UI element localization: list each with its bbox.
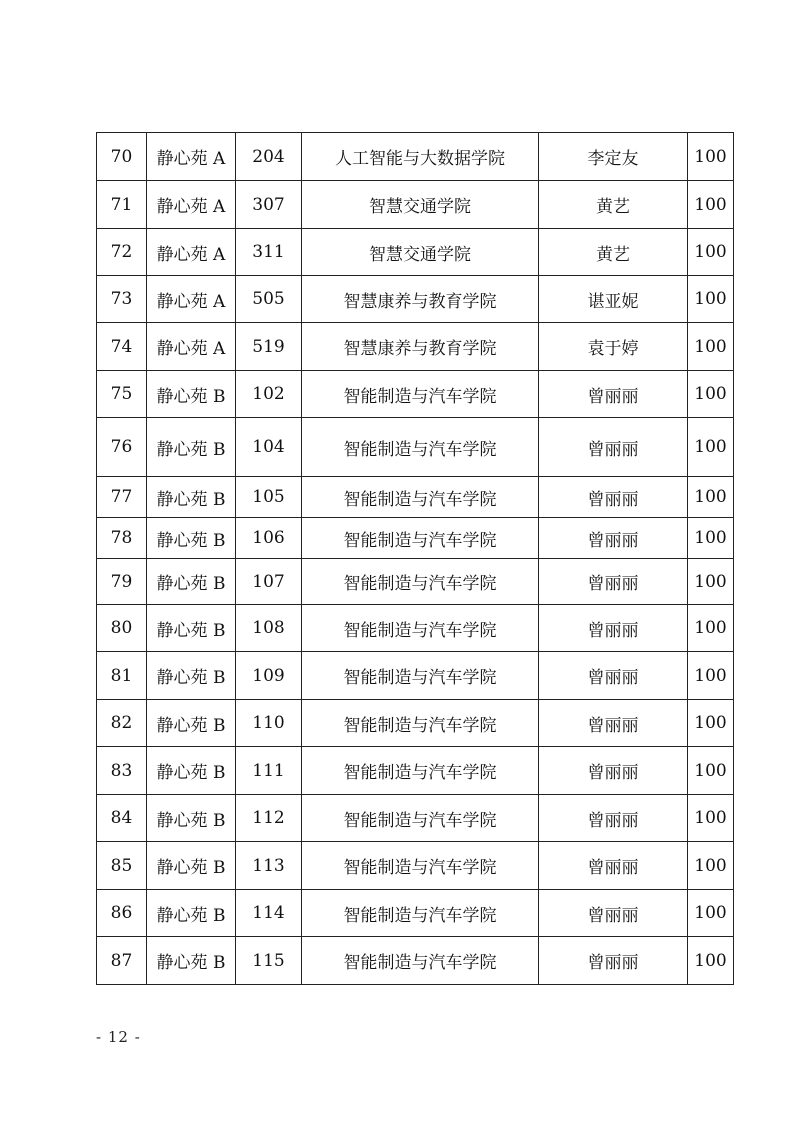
row-number: 80: [97, 605, 147, 652]
college-cell: 智能制造与汽车学院: [302, 795, 539, 842]
name-cell: 曾丽丽: [539, 418, 688, 477]
building-cell: 静心苑 B: [147, 700, 236, 747]
row-number: 71: [97, 181, 147, 229]
row-number: 77: [97, 477, 147, 518]
building-cell: 静心苑 A: [147, 276, 236, 323]
room-cell: 204: [236, 133, 302, 181]
building-cell: 静心苑 B: [147, 418, 236, 477]
building-cell: 静心苑 A: [147, 133, 236, 181]
name-cell: 曾丽丽: [539, 795, 688, 842]
college-cell: 智能制造与汽车学院: [302, 700, 539, 747]
building-cell: 静心苑 B: [147, 518, 236, 559]
college-cell: 人工智能与大数据学院: [302, 133, 539, 181]
table-row: [97, 842, 734, 890]
table-row: [97, 559, 734, 605]
row-number: 83: [97, 747, 147, 795]
row-number: 73: [97, 276, 147, 323]
name-cell: 袁于婷: [539, 323, 688, 371]
score-cell: 100: [688, 700, 734, 747]
name-cell: 谌亚妮: [539, 276, 688, 323]
building-cell: 静心苑 B: [147, 890, 236, 937]
room-cell: 106: [236, 518, 302, 559]
college-cell: 智能制造与汽车学院: [302, 559, 539, 605]
table-row: [97, 605, 734, 652]
score-cell: 100: [688, 652, 734, 700]
room-cell: 115: [236, 937, 302, 985]
room-cell: 109: [236, 652, 302, 700]
college-cell: 智能制造与汽车学院: [302, 371, 539, 418]
room-cell: 110: [236, 700, 302, 747]
name-cell: 曾丽丽: [539, 605, 688, 652]
building-cell: 静心苑 B: [147, 652, 236, 700]
row-number: 85: [97, 842, 147, 890]
name-cell: 曾丽丽: [539, 559, 688, 605]
room-cell: 307: [236, 181, 302, 229]
room-cell: 519: [236, 323, 302, 371]
row-number: 84: [97, 795, 147, 842]
college-cell: 智能制造与汽车学院: [302, 605, 539, 652]
room-cell: 105: [236, 477, 302, 518]
building-cell: 静心苑 A: [147, 323, 236, 371]
room-cell: 107: [236, 559, 302, 605]
name-cell: 曾丽丽: [539, 652, 688, 700]
room-cell: 102: [236, 371, 302, 418]
room-cell: 114: [236, 890, 302, 937]
page-number: - 12 -: [96, 1028, 141, 1046]
room-cell: 505: [236, 276, 302, 323]
table-row: [97, 371, 734, 418]
score-cell: 100: [688, 747, 734, 795]
name-cell: 曾丽丽: [539, 747, 688, 795]
table-row: [97, 418, 734, 477]
score-cell: 100: [688, 418, 734, 477]
row-number: 82: [97, 700, 147, 747]
college-cell: 智能制造与汽车学院: [302, 747, 539, 795]
name-cell: 曾丽丽: [539, 477, 688, 518]
score-cell: 100: [688, 518, 734, 559]
score-cell: 100: [688, 276, 734, 323]
score-cell: 100: [688, 229, 734, 276]
row-number: 72: [97, 229, 147, 276]
score-cell: 100: [688, 795, 734, 842]
table-row: [97, 323, 734, 371]
row-number: 76: [97, 418, 147, 477]
room-cell: 311: [236, 229, 302, 276]
name-cell: 曾丽丽: [539, 890, 688, 937]
score-cell: 100: [688, 323, 734, 371]
row-number: 87: [97, 937, 147, 985]
table-row: [97, 937, 734, 985]
table-row: [97, 518, 734, 559]
table-row: [97, 652, 734, 700]
name-cell: 李定友: [539, 133, 688, 181]
table-row: [97, 229, 734, 276]
table-row: [97, 181, 734, 229]
college-cell: 智慧康养与教育学院: [302, 276, 539, 323]
college-cell: 智能制造与汽车学院: [302, 652, 539, 700]
room-cell: 112: [236, 795, 302, 842]
college-cell: 智能制造与汽车学院: [302, 477, 539, 518]
score-cell: 100: [688, 559, 734, 605]
row-number: 81: [97, 652, 147, 700]
building-cell: 静心苑 B: [147, 605, 236, 652]
table-row: [97, 890, 734, 937]
name-cell: 曾丽丽: [539, 937, 688, 985]
name-cell: 曾丽丽: [539, 842, 688, 890]
college-cell: 智慧交通学院: [302, 181, 539, 229]
row-number: 86: [97, 890, 147, 937]
building-cell: 静心苑 B: [147, 371, 236, 418]
building-cell: 静心苑 B: [147, 559, 236, 605]
college-cell: 智能制造与汽车学院: [302, 418, 539, 477]
score-cell: 100: [688, 477, 734, 518]
score-cell: 100: [688, 842, 734, 890]
name-cell: 黄艺: [539, 229, 688, 276]
building-cell: 静心苑 B: [147, 842, 236, 890]
building-cell: 静心苑 A: [147, 229, 236, 276]
row-number: 78: [97, 518, 147, 559]
row-number: 70: [97, 133, 147, 181]
name-cell: 曾丽丽: [539, 518, 688, 559]
row-number: 75: [97, 371, 147, 418]
table-row: [97, 276, 734, 323]
table-row: [97, 700, 734, 747]
college-cell: 智能制造与汽车学院: [302, 890, 539, 937]
college-cell: 智能制造与汽车学院: [302, 518, 539, 559]
score-cell: 100: [688, 890, 734, 937]
building-cell: 静心苑 B: [147, 795, 236, 842]
table-row: [97, 133, 734, 181]
college-cell: 智能制造与汽车学院: [302, 937, 539, 985]
room-cell: 111: [236, 747, 302, 795]
table-row: [97, 795, 734, 842]
building-cell: 静心苑 B: [147, 937, 236, 985]
college-cell: 智慧康养与教育学院: [302, 323, 539, 371]
room-cell: 104: [236, 418, 302, 477]
dormitory-score-table: [96, 132, 734, 985]
building-cell: 静心苑 B: [147, 477, 236, 518]
college-cell: 智能制造与汽车学院: [302, 842, 539, 890]
name-cell: 黄艺: [539, 181, 688, 229]
score-cell: 100: [688, 181, 734, 229]
score-cell: 100: [688, 605, 734, 652]
score-cell: 100: [688, 133, 734, 181]
table-row: [97, 477, 734, 518]
table-row: [97, 747, 734, 795]
building-cell: 静心苑 A: [147, 181, 236, 229]
college-cell: 智慧交通学院: [302, 229, 539, 276]
name-cell: 曾丽丽: [539, 700, 688, 747]
score-cell: 100: [688, 937, 734, 985]
row-number: 79: [97, 559, 147, 605]
room-cell: 113: [236, 842, 302, 890]
room-cell: 108: [236, 605, 302, 652]
name-cell: 曾丽丽: [539, 371, 688, 418]
score-cell: 100: [688, 371, 734, 418]
building-cell: 静心苑 B: [147, 747, 236, 795]
row-number: 74: [97, 323, 147, 371]
